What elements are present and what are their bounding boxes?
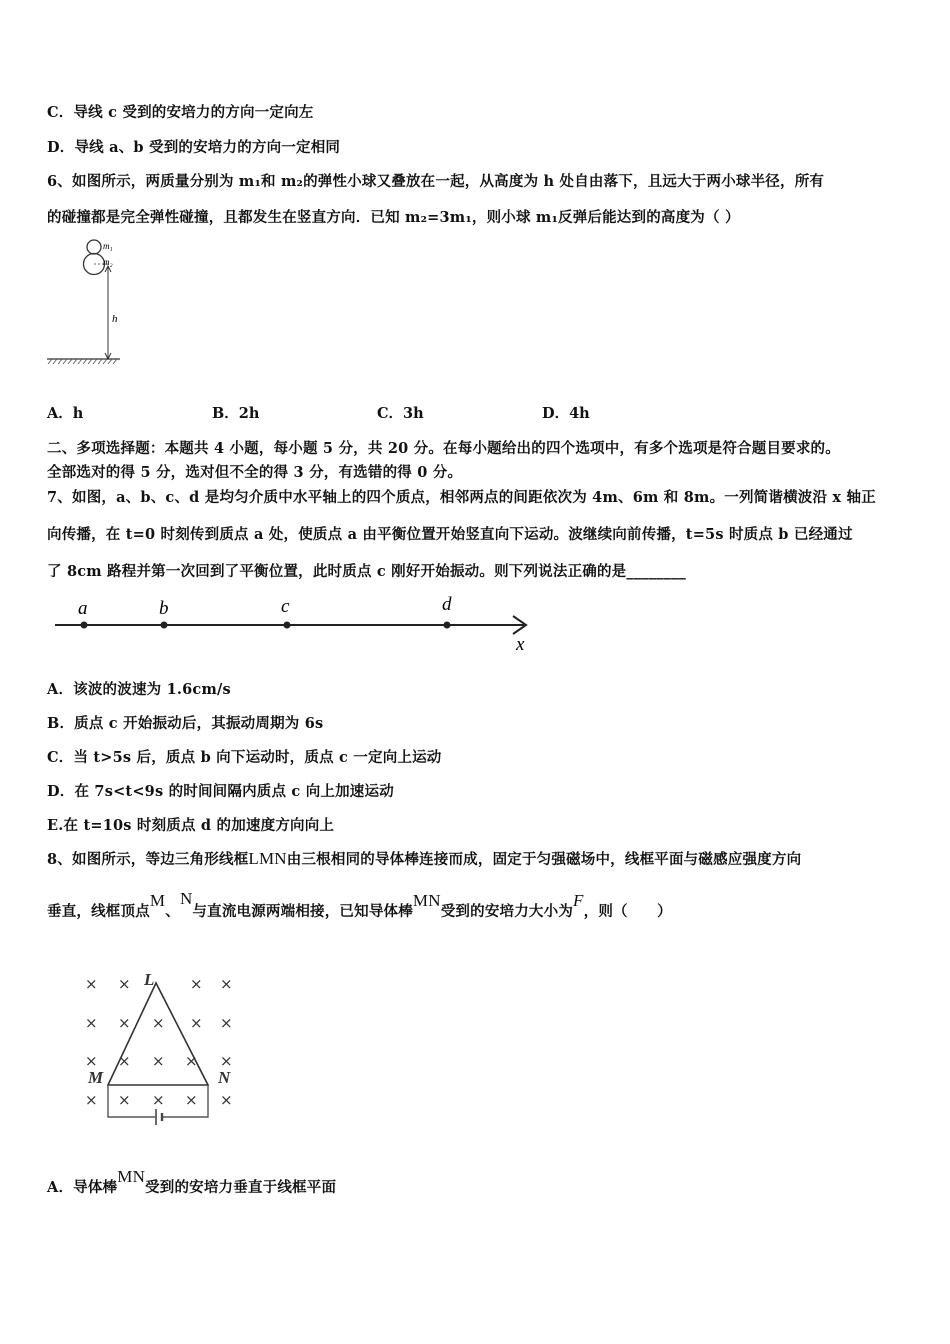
q7-axis-figure [50,592,540,656]
svg-text:×: × [85,975,98,993]
q8-rod-mn: MN [412,891,441,910]
q7-stem-line3: 了 8cm 路程并第一次回到了平衡位置，此时质点 c 刚好开始振动。则下列说法正确的是________ [47,563,686,580]
q6-stem-line2: 的碰撞都是完全弹性碰撞，且都发生在竖直方向．已知 m₂=3m₁，则小球 m₁反弹后能达到的高度为（ ） [47,209,740,226]
label-a: a [78,598,88,619]
vertex-label-m: M [88,1068,104,1087]
q8-line2-part2: 、 [165,903,180,920]
q6-stem-line1: 6、如图所示，两质量分别为 m₁和 m₂的弹性小球又叠放在一起，从高度为 h 处自由落下，且远大于两小球半径，所有 [47,173,825,190]
svg-text:×: × [190,1014,203,1032]
q6-option-d: D．4h [542,405,590,422]
svg-text:×: × [220,1014,233,1032]
q5-option-d: D．导线 a、b 受到的安培力的方向一定相同 [47,139,341,156]
svg-text:×: × [85,1014,98,1032]
circuit-wire-left [108,1085,155,1117]
q6-option-a: A．h [47,405,84,422]
q6-figure [44,236,134,370]
svg-text:×: × [152,1052,165,1070]
svg-text:×: × [118,1014,131,1032]
q5-option-c: C．导线 c 受到的安培力的方向一定向左 [47,104,314,121]
q7-stem-line1: 7、如图，a、b、c、d 是均匀介质中水平轴上的四个质点，相邻两点的间距依次为 4m、6m 和 8m。一列简谐横波沿 x 轴正 [47,489,876,506]
q8-line2-part5: ，则（ ） [583,903,672,920]
q7-option-e: E.在 t=10s 时刻质点 d 的加速度方向向上 [47,817,335,834]
svg-text:×: × [185,1052,198,1070]
q8-line2-part3: 与直流电源两端相接，已知导体棒 [192,903,413,920]
q8-option-a-prefix: A．导体棒 [47,1179,118,1196]
point-c [284,622,291,629]
q6-option-c: C．3h [377,405,424,422]
q6-option-b: B．2h [212,405,260,422]
point-b [161,622,168,629]
q8-frame-label: LMN [248,849,287,868]
q8-option-a [47,1167,337,1197]
label-x: x [516,634,525,655]
ground-hatching [48,359,117,364]
point-d [444,622,451,629]
q8-stem-line1 [47,848,801,869]
magnetic-field-crosses [85,975,233,1109]
label-d: d [442,594,452,615]
svg-text:×: × [190,975,203,993]
vertex-label-n: N [218,1068,231,1087]
q8-vertex-n: N [179,889,193,908]
svg-text:×: × [220,1091,233,1109]
svg-text:×: × [85,1052,98,1070]
q8-force-f: F [573,891,584,910]
svg-text:×: × [118,1091,131,1109]
svg-text:×: × [118,975,131,993]
svg-text:×: × [118,1052,131,1070]
q7-option-c: C．当 t>5s 后，质点 b 向下运动时，质点 c 一定向上运动 [47,749,442,766]
svg-text:×: × [152,1091,165,1109]
q8-stem-before: 8、如图所示，等边三角形线框 [47,851,249,868]
q8-frame-figure [80,966,245,1138]
point-a [81,622,88,629]
label-h: h [112,313,118,325]
q7-option-d: D．在 7s<t<9s 的时间间隔内质点 c 向上加速运动 [47,783,394,800]
q8-stem-line2 [47,889,672,921]
svg-text:×: × [185,1091,198,1109]
q7-option-b: B．质点 c 开始振动后，其振动周期为 6s [47,715,324,732]
q8-option-a-suffix: 受到的安培力垂直于线框平面 [145,1179,337,1196]
label-m2: m₂ [103,257,113,267]
section2-line1: 二、多项选择题：本题共 4 小题，每小题 5 分，共 20 分。在每小题给出的四个选项中，有多个选项是符合题目要求的。 [47,440,840,457]
q6-options [47,402,667,422]
q8-line2-part1: 垂直，线框顶点 [47,903,150,920]
q8-vertex-m: M [149,891,166,910]
svg-text:×: × [220,975,233,993]
q7-stem-line2: 向传播，在 t=0 时刻传到质点 a 处，使质点 a 由平衡位置开始竖直向下运动。波继续向前传播，t=5s 时质点 b 已经通过 [47,526,853,543]
svg-text:×: × [85,1091,98,1109]
svg-text:×: × [220,1052,233,1070]
ball-m1 [87,240,101,254]
q8-line2-part4: 受到的安培力大小为 [440,903,574,920]
section2-line2: 全部选对的得 5 分，选对但不全的得 3 分，有选错的得 0 分。 [47,464,463,481]
q7-option-a: A．该波的波速为 1.6cm/s [47,681,231,698]
label-b: b [159,598,169,619]
svg-text:×: × [152,1014,165,1032]
label-c: c [281,596,290,617]
vertex-label-l: L [144,970,155,989]
label-m1: m₁ [103,241,113,251]
q8-stem-after: 由三根相同的导体棒连接而成，固定于匀强磁场中，线框平面与磁感应强度方向 [286,851,802,868]
q8-option-a-mn: MN [117,1167,146,1186]
